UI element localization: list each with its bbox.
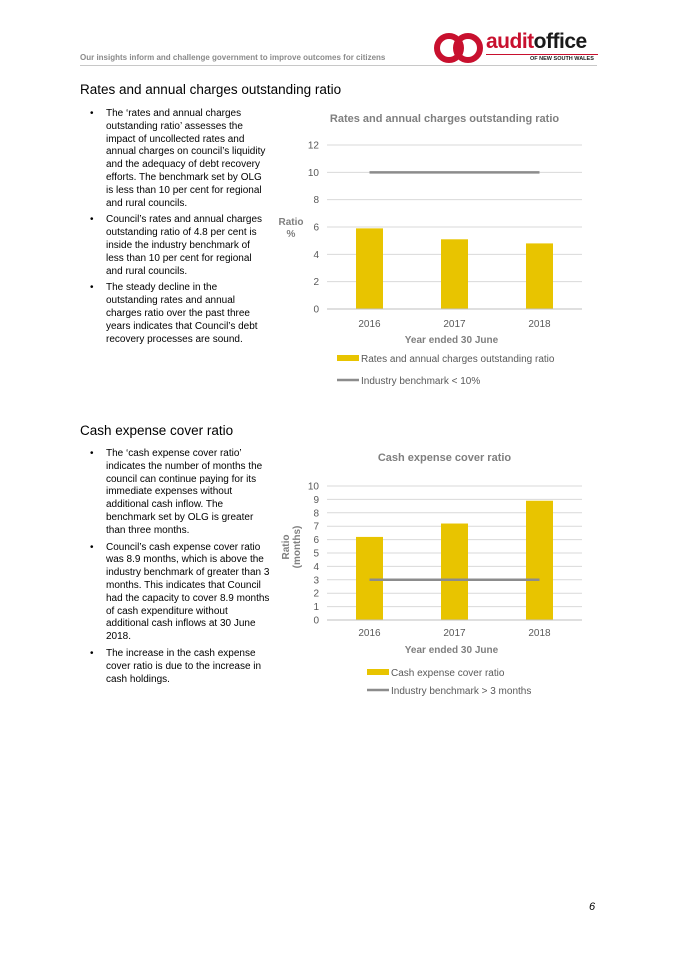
- rates-bullet-3: • The steady decline in the outstanding rates and annual charges ratio over the past three years indicates that Council’s debt recovery processes are sound.: [90, 282, 270, 346]
- cash-bullet-1: • The ‘cash expense cover ratio’ indicates the number of months the council can continue paying for its immediate expenses without additional cash inflow. The benchmark set by OLG is greater than three months.: [90, 448, 270, 538]
- rates-bullet-1: • The ‘rates and annual charges outstanding ratio’ assesses the impact of uncollected rates and annual charges on council’s liquidity and the adequacy of debt recovery efforts. The benchmark set by OLG is less than 10 per cent for regional and rural councils.: [90, 108, 270, 210]
- x-axis-label: Year ended 30 June: [404, 335, 499, 346]
- y-tick-label: 10: [307, 167, 319, 179]
- y-tick-label: 4: [313, 249, 319, 261]
- x-tick-label: 2018: [528, 628, 551, 639]
- y-tick-label: 6: [313, 222, 319, 234]
- legend-swatch-bar: [337, 355, 359, 361]
- bar-2017: [441, 524, 468, 620]
- cash-bullet-2: • Council’s cash expense cover ratio was 8.9 months, which is above the industry benchmark of greater than 3 months. This indicates that Council had the capacity to cover 8.9 months of cash expenditure without additional cash inflows at 30 June 2018.: [90, 542, 270, 644]
- bar-2017: [441, 239, 468, 309]
- x-tick-label: 2017: [443, 319, 466, 330]
- legend-label-line: Industry benchmark > 3 months: [391, 686, 532, 697]
- x-tick-label: 2017: [443, 628, 466, 639]
- legend-label-bar: Rates and annual charges outstanding ratio: [361, 354, 555, 365]
- bar-2016: [356, 228, 383, 309]
- x-tick-label: 2016: [358, 319, 381, 330]
- legend-label-line: Industry benchmark < 10%: [361, 376, 481, 387]
- bar-2018: [526, 243, 553, 309]
- y-tick-label: 1: [313, 602, 319, 614]
- chart-title: Cash expense cover ratio: [377, 452, 512, 464]
- legend-swatch-bar: [367, 669, 389, 675]
- cash-bullet-3: • The increase in the cash expense cover ratio is due to the increase in cash holdings.: [90, 648, 270, 686]
- y-tick-label: 2: [313, 588, 319, 600]
- y-tick-label: 6: [313, 535, 319, 547]
- y-tick-label: 9: [313, 494, 319, 506]
- cash-chart-svg: [275, 445, 595, 710]
- bar-2016: [356, 537, 383, 620]
- y-tick-label: 4: [313, 561, 319, 573]
- logo-underline: [486, 54, 598, 55]
- rates-bullet-list: [90, 108, 270, 350]
- logo-mark-icon: [434, 32, 484, 64]
- bar-2018: [526, 501, 553, 620]
- y-tick-label: 7: [313, 521, 319, 533]
- section-heading-cash: Cash expense cover ratio: [80, 423, 234, 438]
- y-tick-label: 5: [313, 548, 319, 560]
- y-tick-label: 2: [313, 277, 319, 289]
- logo-subtitle: OF NEW SOUTH WALES: [530, 56, 594, 62]
- y-tick-label: 8: [313, 195, 319, 207]
- legend-label-bar: Cash expense cover ratio: [391, 668, 505, 679]
- y-tick-label: 3: [313, 575, 319, 587]
- y-tick-label: 10: [307, 481, 319, 493]
- rates-chart: [275, 104, 595, 414]
- logo-wordmark: auditoffice: [486, 30, 587, 53]
- y-tick-label: 0: [313, 304, 319, 316]
- audit-office-logo: [434, 32, 599, 64]
- page-number: 6: [589, 901, 596, 913]
- y-axis-label: Ratio(months): [281, 525, 303, 569]
- y-axis-label: Ratio %: [278, 217, 304, 240]
- cash-bullet-list: [90, 448, 270, 690]
- y-tick-label: 0: [313, 615, 319, 627]
- header-divider: [80, 65, 597, 66]
- y-tick-label: 8: [313, 508, 319, 520]
- rates-bullet-2: • Council’s rates and annual charges outstanding ratio of 4.8 per cent is inside the industry benchmark of less than 10 per cent for regional and rural councils.: [90, 214, 270, 278]
- x-tick-label: 2018: [528, 319, 551, 330]
- cash-chart: [275, 445, 595, 710]
- section-heading-rates: Rates and annual charges outstanding ratio: [80, 82, 342, 97]
- chart-title: Rates and annual charges outstanding ratio: [329, 113, 560, 125]
- x-axis-label: Year ended 30 June: [404, 645, 499, 656]
- y-tick-label: 12: [307, 140, 319, 152]
- rates-chart-svg: [275, 104, 595, 414]
- x-tick-label: 2016: [358, 628, 381, 639]
- header-tagline: Our insights inform and challenge government to improve outcomes for citizens: [80, 53, 386, 62]
